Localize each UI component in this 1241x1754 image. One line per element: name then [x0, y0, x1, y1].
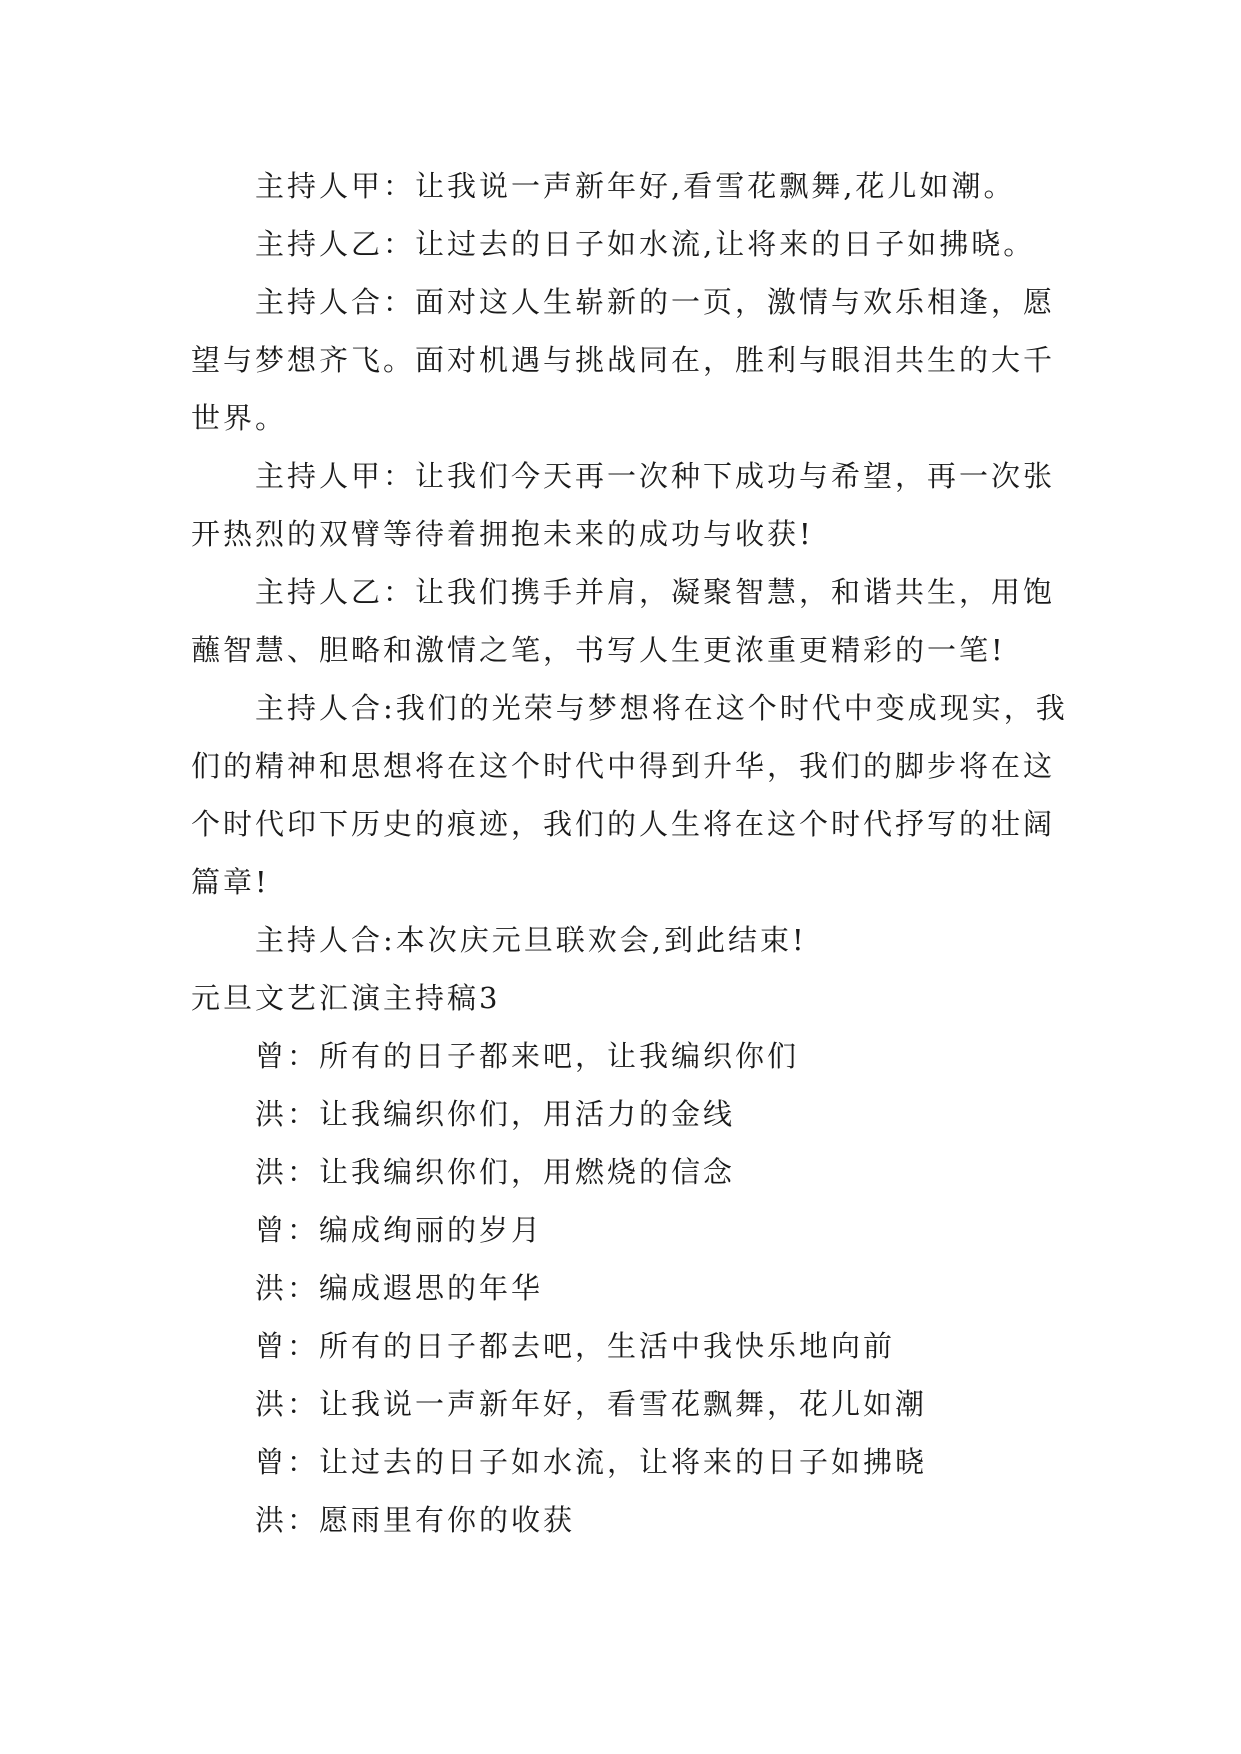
dialogue-line: 曾：所有的日子都去吧，生活中我快乐地向前	[255, 1329, 896, 1363]
dialogue-line: 洪：编成遐思的年华	[255, 1271, 544, 1305]
section-heading: 元旦文艺汇演主持稿3	[191, 981, 501, 1015]
dialogue-line: 洪：让我编织你们，用燃烧的信念	[255, 1155, 736, 1189]
dialogue-line: 曾：让过去的日子如水流，让将来的日子如拂晓	[255, 1445, 928, 1479]
paragraph-host-b-wisdom: 主持人乙：让我们携手并肩，凝聚智慧，和谐共生，用饱蘸智慧、胆略和激情之笔，书写人生更浓重更精彩的一笔!	[191, 575, 1056, 667]
document-body	[191, 157, 1081, 1549]
paragraph-hosts-together-2: 主持人合:我们的光荣与梦想将在这个时代中变成现实，我们的精神和思想将在这个时代中得到升华，我们的脚步将在这个时代印下历史的痕迹，我们的人生将在这个时代抒写的壮阔篇章!	[191, 691, 1068, 899]
dialogue-line: 洪：让我说一声新年好，看雪花飘舞，花儿如潮	[255, 1387, 928, 1421]
paragraph-host-b-greeting: 主持人乙：让过去的日子如水流,让将来的日子如拂晓。	[255, 227, 1036, 261]
paragraph-hosts-together-1: 主持人合：面对这人生崭新的一页，激情与欢乐相逢，愿望与梦想齐飞。面对机遇与挑战同在，胜利与眼泪共生的大千世界。	[191, 285, 1056, 435]
dialogue-line: 曾：编成绚丽的岁月	[255, 1213, 544, 1247]
paragraph-host-a-greeting: 主持人甲：让我说一声新年好,看雪花飘舞,花儿如潮。	[255, 169, 1016, 203]
dialogue-line: 洪：让我编织你们，用活力的金线	[255, 1097, 736, 1131]
paragraph-closing: 主持人合:本次庆元旦联欢会,到此结束!	[255, 923, 807, 957]
paragraph-host-a-hope: 主持人甲：让我们今天再一次种下成功与希望，再一次张开热烈的双臂等待着拥抱未来的成功与收获!	[191, 459, 1056, 551]
dialogue-line: 洪：愿雨里有你的收获	[255, 1503, 576, 1537]
dialogue-line: 曾：所有的日子都来吧，让我编织你们	[255, 1039, 800, 1073]
